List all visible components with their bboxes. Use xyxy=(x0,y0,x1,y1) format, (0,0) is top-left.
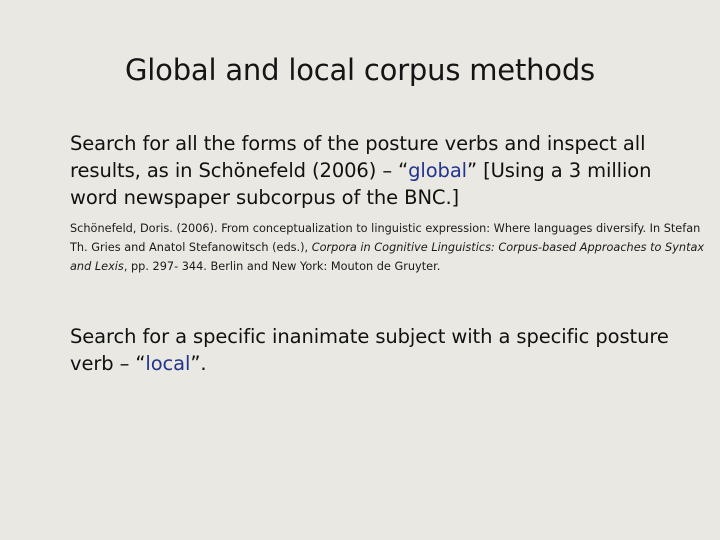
paragraph-text: Search for all the forms of the posture verbs and inspect all results, as in Schönefeld (2006) – “ xyxy=(70,132,646,182)
reference-citation xyxy=(70,219,710,276)
body-paragraph-local xyxy=(70,323,700,377)
citation-text: , pp. 297- 344. Berlin and New York: Mouton de Gruyter. xyxy=(123,260,441,273)
citation-book-title: Corpora in Cognitive Linguistics: Corpus-based Approaches to Syntax and Lexis xyxy=(70,241,705,273)
body-paragraph-global xyxy=(70,130,700,211)
highlight-global: global xyxy=(408,159,467,182)
citation-text: Schönefeld, Doris. (2006). From conceptualization to linguistic expression: Where languages diversify. In Stefan Th. Gries and Anatol Stefanowitsch (eds.), xyxy=(70,222,701,254)
paragraph-text: ”. xyxy=(190,352,207,375)
paragraph-text: Search for a specific inanimate subject with a specific posture verb – “ xyxy=(70,325,669,375)
slide-title: Global and local corpus methods xyxy=(125,53,595,87)
paragraph-text: ” [Using a 3 million word newspaper subcorpus of the BNC.] xyxy=(70,159,652,209)
highlight-local: local xyxy=(145,352,191,375)
